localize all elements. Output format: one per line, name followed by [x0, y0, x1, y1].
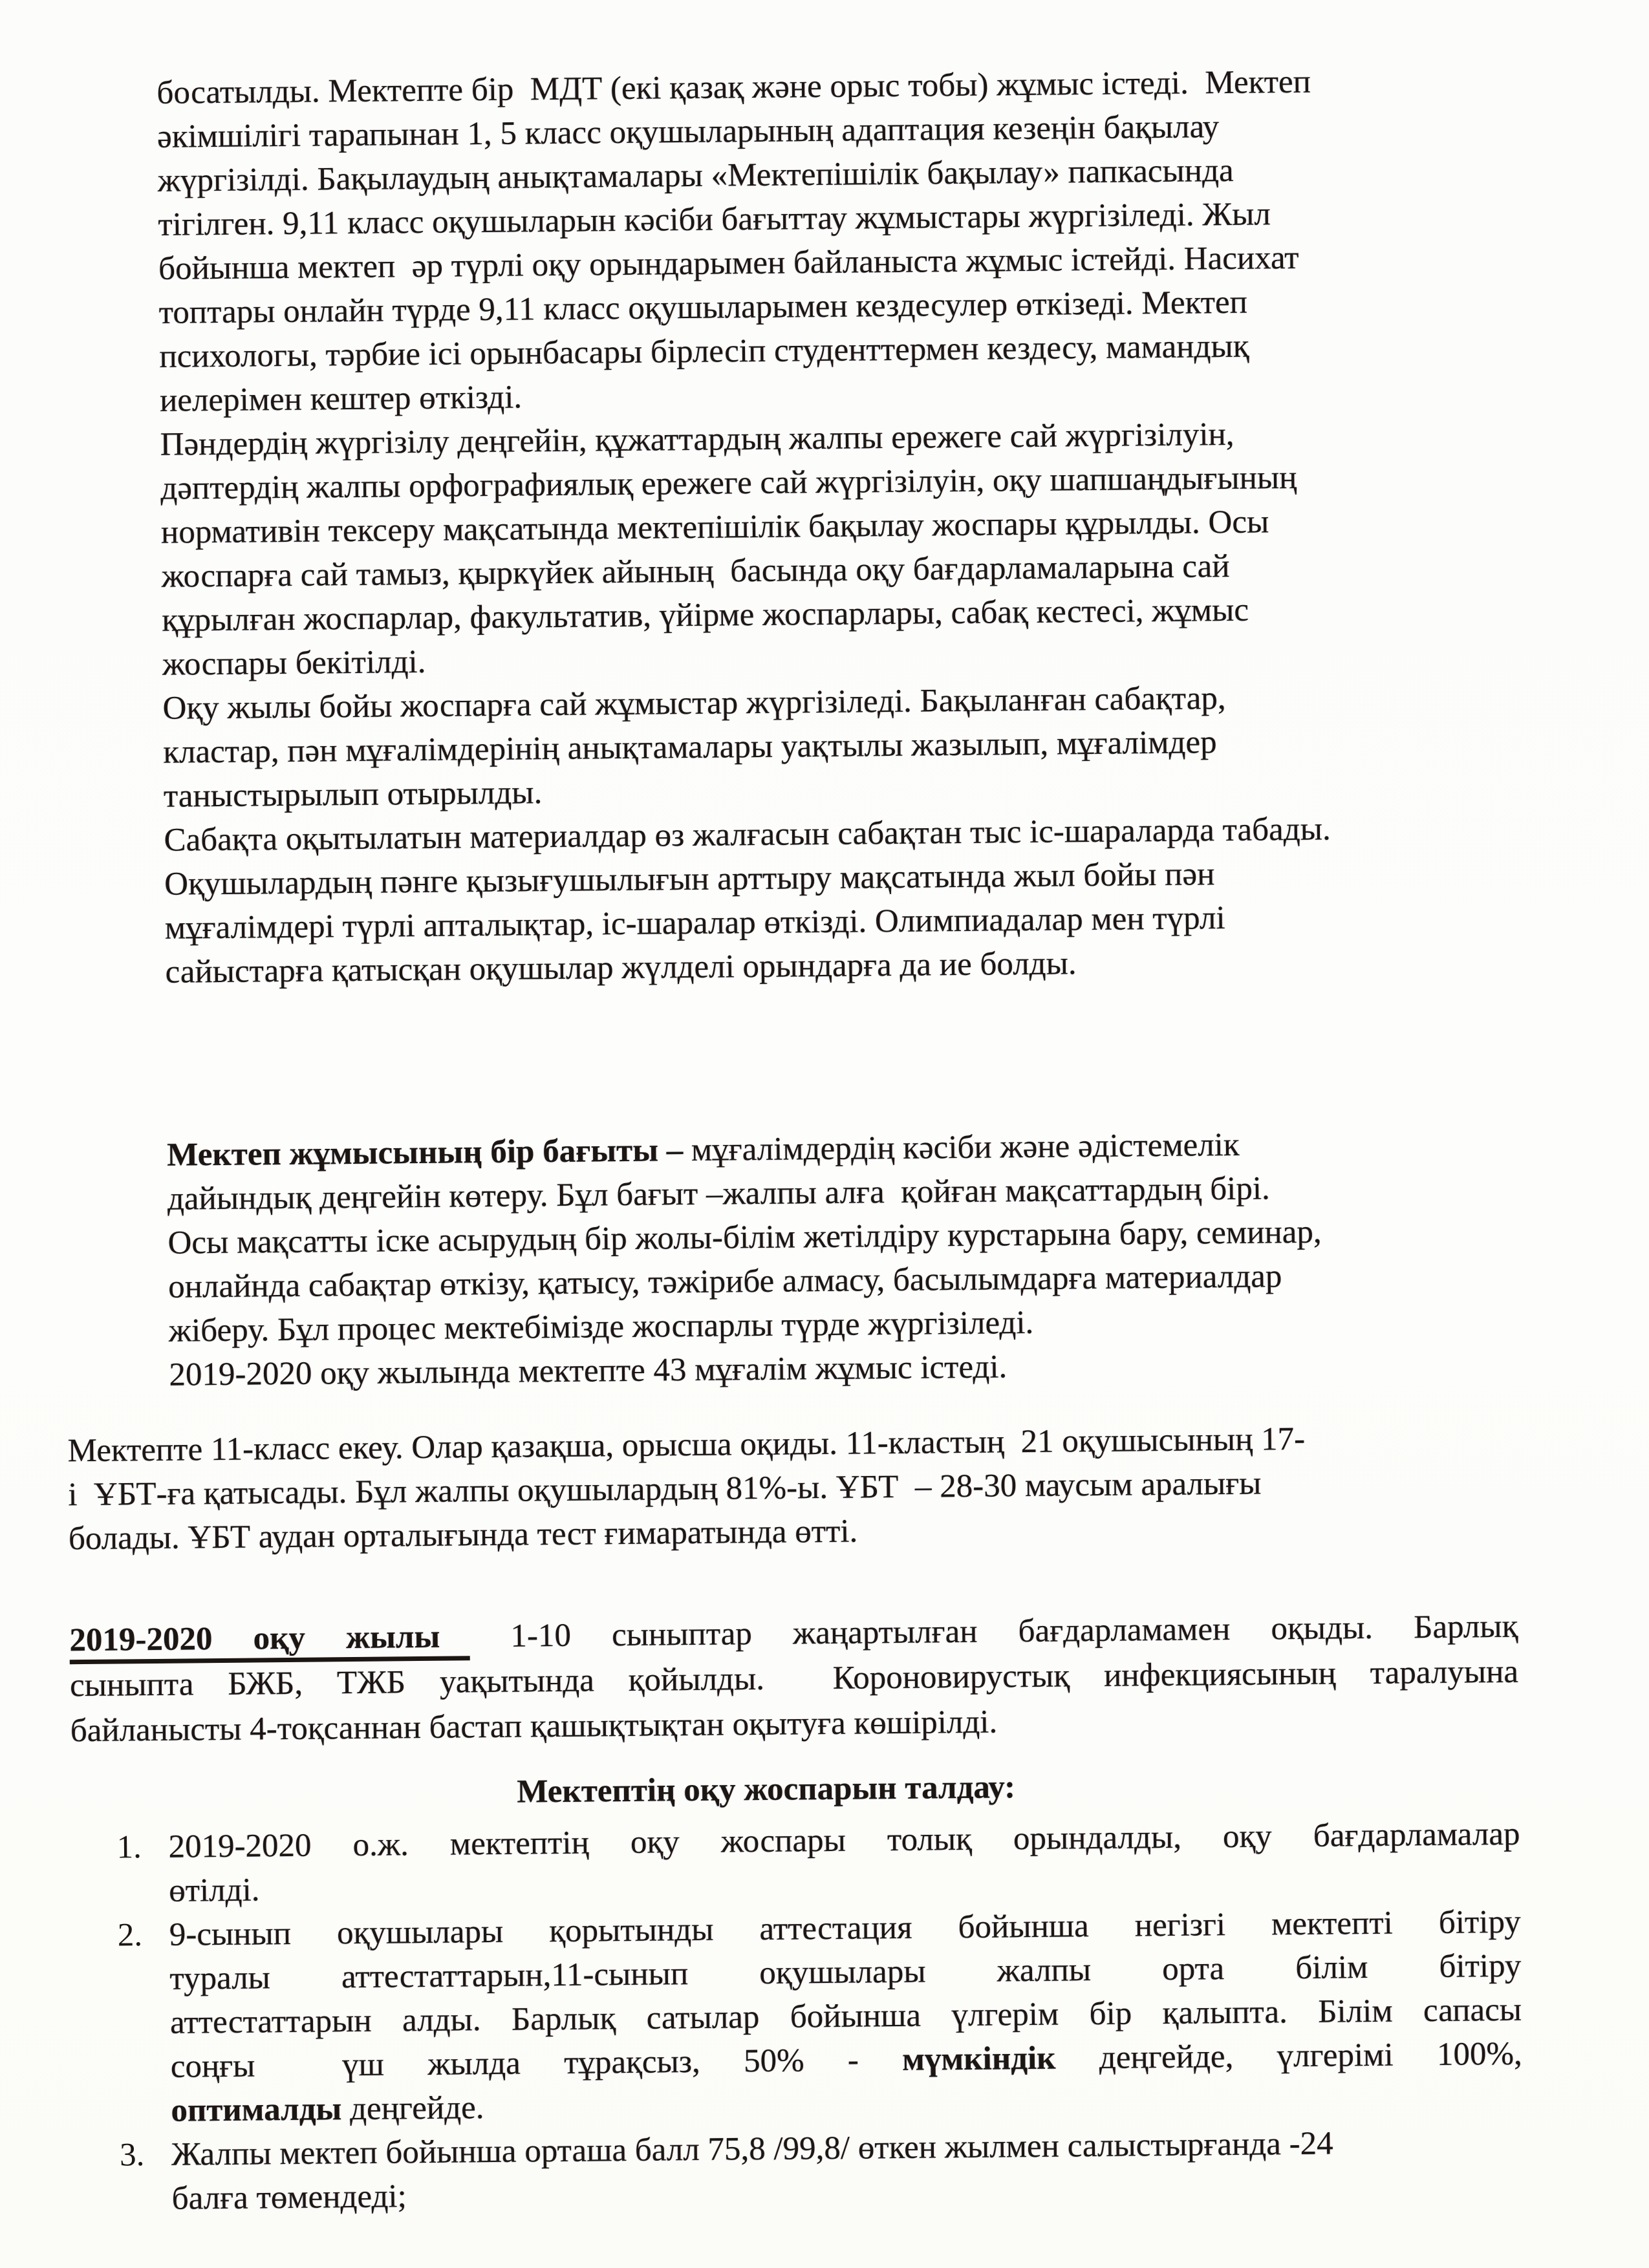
text-run: Пәндердің жүргізілу деңгейін, құжаттардың жалпы ережеге сай жүргізілуін, [160, 416, 1234, 463]
list-item [71, 1812, 1520, 1914]
text-run: байланысты 4-тоқсаннан бастап қашықтықтан оқытуға көшірілді. [70, 1704, 998, 1749]
list-item-number: 3. [119, 2137, 145, 2174]
text-run: таныстырылып отырылды. [163, 775, 543, 815]
text-run: Жалпы мектеп бойынша орташа балл 75,8 /99,8/ өткен жылмен салыстырғанда -24 [171, 2125, 1333, 2173]
text-run: құрылған жоспарлар, факультатив, үйірме жоспарлары, сабақ кестесі, жұмыс [162, 592, 1249, 639]
text-run: сайыстарға қатысқан оқушылар жүлделі орындарға да ие болды. [165, 945, 1077, 990]
list-item-number: 1. [116, 1829, 142, 1866]
text-run: деңгейде. [341, 2090, 484, 2128]
text-run: топтары онлайн түрде 9,11 класс оқушыларымен кездесулер өткізеді. Мектеп [158, 284, 1248, 331]
text-run: Мектепте 11-класс екеу. Олар қазақша, орысша оқиды. 11-кластың 21 оқушысының 17- [67, 1420, 1306, 1470]
bold-text: мүмкіндік [901, 2040, 1056, 2078]
section-heading [41, 1760, 1491, 1818]
text-line [41, 1760, 1491, 1818]
text-run: дайындық деңгейін көтеру. Бұл бағыт –жалпы алға қойған мақсаттардың бірі. [167, 1170, 1270, 1217]
text-run: Сабақта оқытылатын материалдар өз жалғасын сабақтан тыс іс-шараларда табады. [164, 811, 1331, 859]
text-run: Осы мақсатты іске асырудың бір жолы-білім жетілдіру курстарына бару, семинар, [167, 1214, 1322, 1261]
text-run: психологы, тәрбие ісі орынбасары бірлесіп студенттермен кездесу, мамандық [159, 328, 1249, 375]
text-run: жіберу. Бұл процес мектебімізде жоспарлы түрде жүргізіледі. [168, 1304, 1034, 1349]
text-run: босатылды. Мектепте бір МДТ (екі қазақ және орыс тобы) жұмыс істеді. Мектеп [156, 63, 1311, 111]
paragraph [69, 1604, 1519, 1753]
text-run: соңғы үш жылда тұрақсыз, 50% - [170, 2041, 903, 2085]
paragraph [167, 1208, 1515, 1353]
list-item [72, 1900, 1523, 2134]
text-run: 2019-2020 оқу жылында мектепте 43 мұғалім жұмыс істеді. [169, 1349, 1008, 1393]
text-run: мұғалімдері түрлі апталықтар, іс-шаралар өткізді. Олимпиадалар мен түрлі [164, 900, 1225, 947]
text-run: болады. ҰБТ аудан орталығында тест ғимаратында өтті. [68, 1513, 858, 1557]
text-run: жоспары бекітілді. [162, 643, 426, 683]
text-run: аттестаттарын алды. Барлық сатылар бойынша үлгерім бір қалыпта. Білім сапасы [169, 1991, 1522, 2041]
text-run: Мектептің оқу жоспарын талдау: [517, 1769, 1016, 1810]
text-run: 2019-2020 о.ж. мектептің оқу жоспары толық орындалды, оқу бағдарламалар [168, 1815, 1520, 1865]
text-run: өтілді. [168, 1872, 260, 1909]
text-run: 9-сынып оқушылары қорытынды аттестация бойынша негізгі мектепті бітіру [169, 1903, 1522, 1953]
list-item-content [171, 2120, 1524, 2221]
text-run: мұғалімдердің кәсіби және әдістемелік [682, 1126, 1240, 1169]
bold-underlined-text: 2019-2020 оқу жылы [69, 1618, 469, 1664]
text-run: кластар, пән мұғалімдерінің анықтамалары уақтылы жазылып, мұғалімдер [163, 724, 1217, 771]
bold-text: Мектеп жұмысының бір бағыты – [166, 1132, 684, 1173]
paragraph [167, 1120, 1514, 1221]
text-run: әкімшілігі тарапынан 1, 5 класс оқушыларының адаптация кезеңін бақылау [156, 109, 1220, 155]
paragraph [164, 806, 1512, 994]
text-run: онлайнда сабақтар өткізу, қатысу, тәжірибе алмасу, басылымдарға материалдар [167, 1258, 1282, 1305]
text-run: Оқу жылы бойы жоспарға сай жұмыстар жүргізіледі. Бақыланған сабақтар, [162, 680, 1226, 727]
text-run: 1-10 сыныптар жаңартылған бағдарламамен оқыды. Барлық [469, 1608, 1518, 1655]
list-item-content [168, 1812, 1520, 1913]
text-run: туралы аттестаттарын,11-сынып оқушылары жалпы орта білім бітіру [169, 1947, 1522, 1997]
paragraph [162, 674, 1510, 818]
list-item-content [169, 1900, 1523, 2133]
paragraph [160, 410, 1509, 687]
text-run: сыныпта БЖБ, ТЖБ уақытында қойылды. Короновирустық инфекциясының таралуына [69, 1653, 1519, 1704]
numbered-list [71, 1812, 1524, 2221]
text-run: і ҰБТ-ға қатысады. Бұл жалпы оқушылардың 81%-ы. ҰБТ – 28-30 маусым аралығы [68, 1465, 1262, 1514]
paragraph [156, 58, 1506, 423]
text-run: балға төмендеді; [171, 2178, 407, 2217]
text-run: жүргізілді. Бақылаудың анықтамалары «Мектепішілік бақылау» папкасында [157, 152, 1234, 199]
text-run: тігілген. 9,11 класс оқушыларын кәсіби бағыттау жұмыстары жүргізіледі. Жыл [158, 196, 1271, 243]
text-run: нормативін тексеру мақсатында мектепішілік бақылау жоспары құрылды. Осы [160, 504, 1269, 551]
list-item-number: 2. [117, 1917, 143, 1954]
text-run: деңгейде, үлгерімі 100%, [1055, 2035, 1522, 2077]
paragraph [67, 1415, 1517, 1561]
text-run: иелерімен кештер өткізді. [159, 379, 523, 419]
list-item [74, 2120, 1524, 2221]
text-run: Оқушылардың пәнге қызығушылығын арттыру мақсатында жыл бойы пән [164, 856, 1215, 903]
text-run: жоспарға сай тамыз, қыркүйек айының басында оқу бағдарламаларына сай [161, 548, 1230, 595]
text-run: дәптердің жалпы орфографиялық ережеге сай жүргізілуін, оқу шапшаңдығының [160, 459, 1297, 507]
bold-text: оптималды [171, 2091, 342, 2129]
text-run: бойынша мектеп әр түрлі оқу орындарымен байланыста жұмыс істейді. Насихат [158, 239, 1299, 287]
